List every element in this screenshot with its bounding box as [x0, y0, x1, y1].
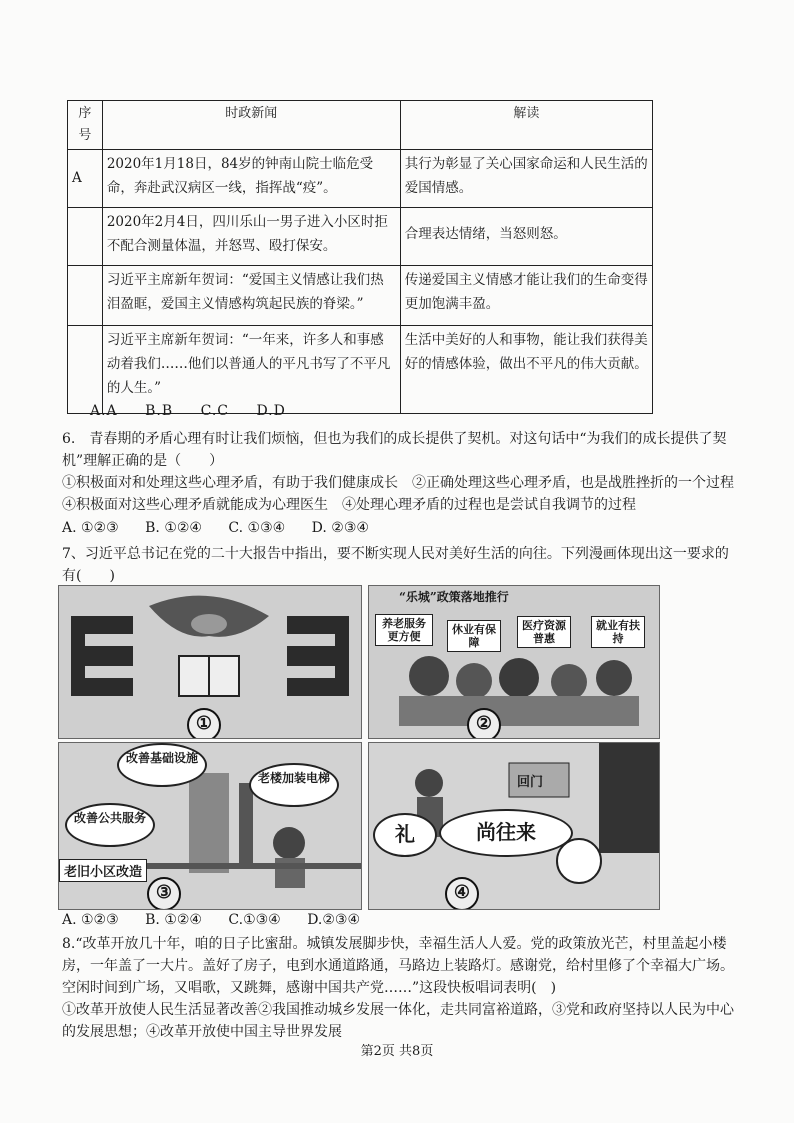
comic-number: ① — [187, 708, 221, 739]
option-d[interactable]: D.D — [256, 403, 286, 419]
comic-bubble: 改善公共服务 — [65, 803, 155, 847]
option-b[interactable]: B.B — [145, 403, 174, 419]
comic-box-label: 回门 — [517, 775, 544, 790]
q6-options — [62, 520, 391, 536]
comic-tag: 就业有扶持 — [591, 616, 645, 648]
comic-1 — [58, 585, 362, 739]
table-row — [68, 266, 653, 326]
question-8-stem: 8.“改革开放几十年，咱的日子比蜜甜。城镇发展脚步快，幸福生活人人爱。党的政策放光芒，村里盖起小楼房，一年盖了一大片。盖好了房子，电到水通道路通，马路边上装路灯。感谢党，给村里修了个幸福大广场。空闲时间到广场，又唱歌，又跳舞，感谢中国共产党……”这段快板唱词表明( ) — [62, 936, 734, 996]
page-footer: 第2页 共8页 — [360, 1044, 434, 1059]
option-c[interactable]: C. ①③④ — [228, 520, 286, 536]
row-seq: A — [68, 150, 103, 208]
table-row — [68, 208, 653, 266]
comic-banner: “乐城”政策落地推行 — [399, 590, 509, 604]
q5-options — [90, 403, 308, 419]
option-a[interactable]: A. ①②③ — [62, 912, 119, 928]
question-7 — [62, 543, 742, 587]
comic-tag: 医疗资源普惠 — [517, 616, 571, 648]
comic-word: 尚往来 — [439, 809, 573, 857]
row-reading: 合理表达情绪，当怒则怒。 — [400, 208, 652, 266]
comic-number: ③ — [147, 877, 181, 910]
row-news: 2020年1月18日，84岁的钟南山院士临危受命，奔赴武汉病区一线，指挥战“疫”。 — [102, 150, 400, 208]
question-6 — [62, 428, 748, 516]
comic-3 — [58, 742, 362, 910]
header-seq: 序号 — [68, 101, 103, 150]
news-table — [67, 100, 653, 414]
row-seq — [68, 326, 103, 414]
option-b[interactable]: B. ①②④ — [145, 912, 202, 928]
comic-4 — [368, 742, 660, 910]
row-news: 2020年2月4日，四川乐山一男子进入小区时拒不配合测量体温，并怒骂、殴打保安。 — [102, 208, 400, 266]
row-reading: 其行为彰显了关心国家命运和人民生活的爱国情感。 — [400, 150, 652, 208]
comic-tag: 养老服务更方便 — [375, 614, 433, 646]
option-c[interactable]: C.①③④ — [228, 912, 281, 928]
header-reading: 解读 — [400, 101, 652, 150]
table-row — [68, 150, 653, 208]
option-c[interactable]: C.C — [200, 403, 229, 419]
row-reading: 传递爱国主义情感才能让我们的生命变得更加饱满丰盈。 — [400, 266, 652, 326]
q7-options — [62, 912, 382, 928]
row-reading: 生活中美好的人和事物，能让我们获得美好的情感体验，做出不平凡的伟大贡献。 — [400, 326, 652, 414]
option-a[interactable]: A. ①②③ — [62, 520, 119, 536]
comic-sign: 老旧小区改造 — [59, 859, 147, 882]
comic-number: ④ — [445, 877, 479, 910]
header-news: 时政新闻 — [102, 101, 400, 150]
question-7-stem: 7、习近平总书记在党的二十大报告中指出，要不断实现人民对美好生活的向往。下列漫画体现出这一要求的有( ) — [62, 546, 729, 584]
comic-2 — [368, 585, 660, 739]
question-6-items: ①积极面对和处理这些心理矛盾，有助于我们健康成长 ②正确处理这些心理矛盾，也是战胜挫折的一个过程 ④积极面对这些心理矛盾就能成为心理医生 ④处理心理矛盾的过程也是尝试自我调节的过程 — [62, 475, 748, 513]
option-d[interactable]: D.②③④ — [307, 912, 361, 928]
question-8 — [62, 933, 742, 1043]
comic-bubble: 老楼加装电梯 — [249, 763, 339, 807]
row-news: 习近平主席新年贺词：“爱国主义情感让我们热泪盈眶，爱国主义情感构筑起民族的脊梁。” — [102, 266, 400, 326]
table-row — [68, 326, 653, 414]
question-8-items: ①改革开放使人民生活显著改善②我国推动城乡发展一体化，走共同富裕道路，③党和政府坚持以人民为中心的发展思想；④改革开放使中国主导世界发展 — [62, 1002, 734, 1040]
comic-bubble: 改善基础设施 — [117, 743, 207, 787]
row-seq — [68, 266, 103, 326]
comic-word: 礼 — [373, 813, 437, 857]
option-a[interactable]: A.A — [90, 403, 118, 419]
comic-number: ② — [467, 708, 501, 739]
comic-2-drawing — [369, 586, 659, 738]
table-header-row — [68, 101, 653, 150]
question-6-stem: 6. 青春期的矛盾心理有时让我们烦恼，但也为我们的成长提供了契机。对这句话中“为我们的成长提供了契机”理解正确的是（ ） — [62, 431, 727, 469]
row-news: 习近平主席新年贺词：“一年来，许多人和事感动着我们……他们以普通人的平凡书写了不平凡的人生。” — [102, 326, 400, 414]
comic-tag: 休业有保障 — [447, 620, 501, 652]
option-d[interactable]: D. ②③④ — [311, 520, 369, 536]
option-b[interactable]: B. ①②④ — [145, 520, 202, 536]
row-seq — [68, 208, 103, 266]
